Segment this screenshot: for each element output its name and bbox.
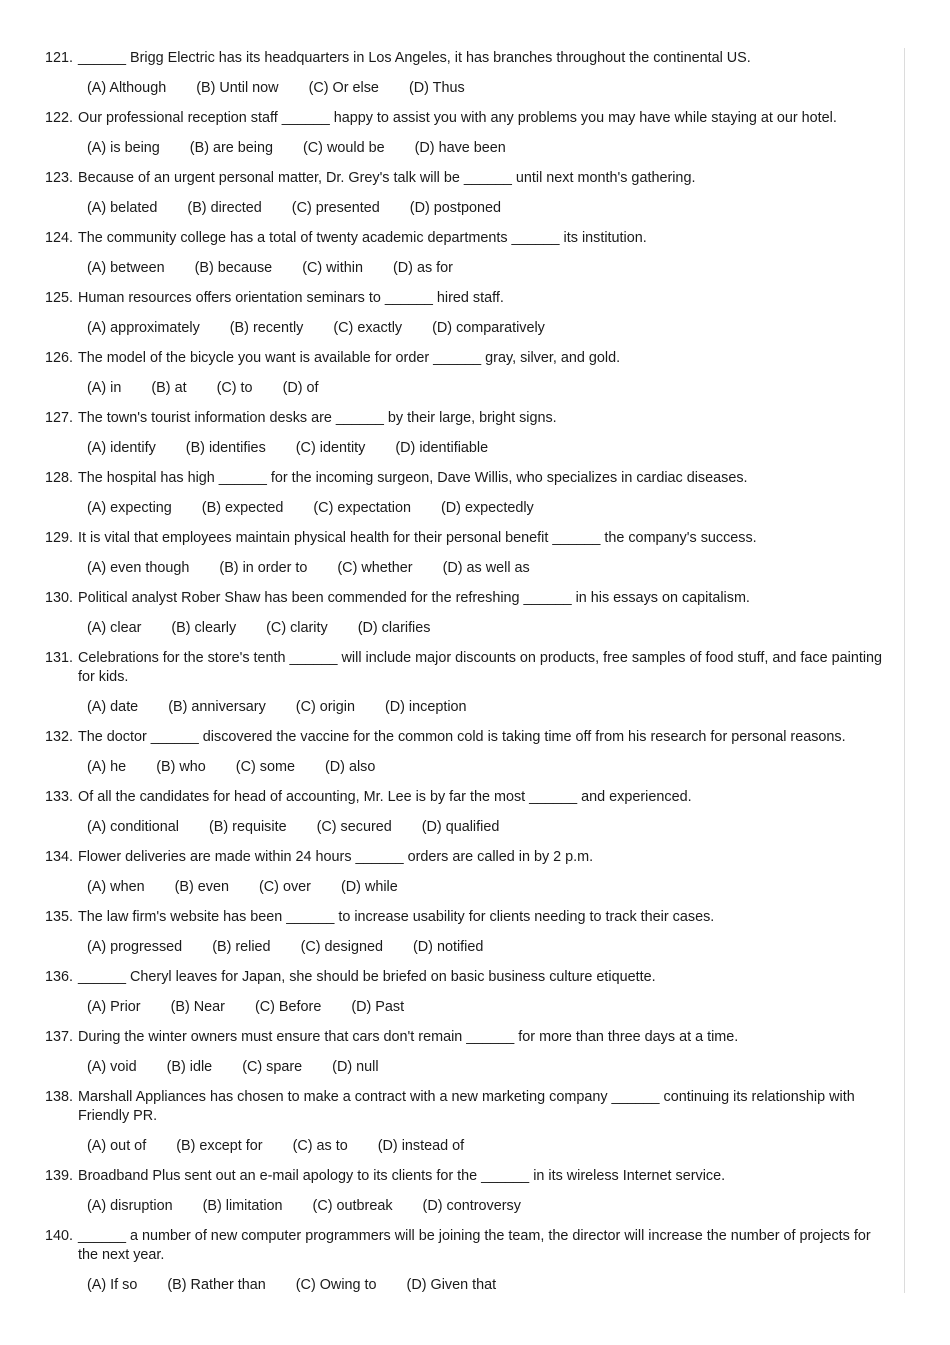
answer-option: (D) inception	[384, 699, 467, 715]
answer-option: (D) instead of	[377, 1138, 465, 1154]
question-stem	[45, 289, 890, 308]
answer-options	[45, 619, 890, 638]
answer-option: (A) identify	[87, 440, 156, 456]
answer-options	[45, 379, 890, 398]
question-item	[45, 968, 890, 1017]
answer-option: (B) identifies	[185, 440, 266, 456]
answer-option: (A) void	[87, 1059, 137, 1075]
question-text: ______ a number of new computer programmers will be joining the team, the director will increase the number of projects for the next year.	[78, 1228, 871, 1263]
question-text: Our professional reception staff ______ happy to assist you with any problems you may have while staying at our hotel.	[78, 110, 837, 126]
answer-option: (C) designed	[300, 939, 383, 955]
question-number: 124.	[45, 230, 74, 246]
question-stem	[45, 908, 890, 927]
question-stem	[45, 409, 890, 428]
question-number: 126.	[45, 350, 74, 366]
answer-options	[45, 1058, 890, 1077]
answer-option: (D) as well as	[442, 560, 530, 576]
question-item	[45, 1167, 890, 1216]
answer-option: (A) even though	[87, 560, 190, 576]
question-item	[45, 169, 890, 218]
question-stem	[45, 109, 890, 128]
question-item	[45, 469, 890, 518]
question-stem	[45, 589, 890, 608]
answer-option: (D) controversy	[422, 1198, 521, 1214]
question-item	[45, 409, 890, 458]
question-number: 134.	[45, 849, 74, 865]
answer-option: (B) at	[151, 380, 187, 396]
answer-option: (D) expectedly	[440, 500, 534, 516]
answer-option: (A) progressed	[87, 939, 183, 955]
answer-option: (B) Until now	[196, 80, 279, 96]
answer-option: (D) clarifies	[357, 620, 431, 636]
answer-option: (A) he	[87, 759, 127, 775]
answer-options	[45, 199, 890, 218]
answer-option: (C) would be	[303, 140, 385, 156]
answer-option: (C) expectation	[313, 500, 411, 516]
answer-option: (A) date	[87, 699, 139, 715]
question-text: Flower deliveries are made within 24 hours ______ orders are called in by 2 p.m.	[78, 849, 594, 865]
answer-options	[45, 998, 890, 1017]
page-edge-rule	[904, 48, 905, 1293]
question-stem	[45, 968, 890, 987]
question-text: ______ Cheryl leaves for Japan, she should be briefed on basic business culture etiquette.	[78, 969, 656, 985]
question-text: It is vital that employees maintain physical health for their personal benefit ______ the company's success.	[78, 530, 757, 546]
answer-option: (A) is being	[87, 140, 160, 156]
answer-option: (B) relied	[212, 939, 271, 955]
answer-option: (B) directed	[187, 200, 262, 216]
question-item	[45, 908, 890, 957]
answer-option: (B) idle	[166, 1059, 213, 1075]
answer-option: (D) have been	[414, 140, 506, 156]
question-item	[45, 589, 890, 638]
answer-option: (D) comparatively	[432, 320, 545, 336]
question-text: Marshall Appliances has chosen to make a contract with a new marketing company ______ continuing its relationship with Friendly PR.	[78, 1089, 855, 1124]
question-text: Because of an urgent personal matter, Dr. Grey's talk will be ______ until next month's gathering.	[78, 170, 696, 186]
answer-option: (B) Rather than	[167, 1277, 266, 1293]
answer-option: (A) between	[87, 260, 165, 276]
answer-option: (C) Owing to	[295, 1277, 377, 1293]
answer-option: (A) belated	[87, 200, 158, 216]
question-text: Celebrations for the store's tenth ______ will include major discounts on products, free samples of food stuff, and face painting for kids.	[78, 650, 883, 685]
answer-options	[45, 439, 890, 458]
question-text: The law firm's website has been ______ to increase usability for clients needing to track their cases.	[78, 909, 715, 925]
answer-options	[45, 1197, 890, 1216]
answer-option: (A) conditional	[87, 819, 179, 835]
question-item	[45, 109, 890, 158]
question-item	[45, 788, 890, 837]
question-stem	[45, 1227, 890, 1265]
question-number: 133.	[45, 789, 74, 805]
answer-option: (D) Thus	[408, 80, 465, 96]
answer-option: (D) as for	[392, 260, 453, 276]
question-list	[45, 49, 890, 1306]
answer-option: (B) expected	[201, 500, 284, 516]
question-text: The doctor ______ discovered the vaccine for the common cold is taking time off from his research for personal reasons.	[78, 729, 846, 745]
answer-option: (C) outbreak	[312, 1198, 393, 1214]
question-number: 121.	[45, 50, 74, 66]
question-number: 127.	[45, 410, 74, 426]
answer-option: (C) presented	[291, 200, 380, 216]
question-text: The town's tourist information desks are ______ by their large, bright signs.	[78, 410, 557, 426]
question-number: 123.	[45, 170, 74, 186]
answer-options	[45, 319, 890, 338]
answer-option: (B) recently	[229, 320, 304, 336]
answer-option: (A) expecting	[87, 500, 172, 516]
question-number: 140.	[45, 1228, 74, 1244]
answer-option: (C) to	[216, 380, 253, 396]
answer-option: (A) disruption	[87, 1198, 173, 1214]
answer-option: (C) Before	[254, 999, 322, 1015]
answer-option: (A) If so	[87, 1277, 138, 1293]
question-stem	[45, 169, 890, 188]
question-number: 122.	[45, 110, 74, 126]
answer-options	[45, 1276, 890, 1295]
question-number: 130.	[45, 590, 74, 606]
answer-option: (A) when	[87, 879, 145, 895]
question-item	[45, 649, 890, 717]
question-item	[45, 49, 890, 98]
question-text: The community college has a total of twenty academic departments ______ its institution.	[78, 230, 647, 246]
answer-option: (B) limitation	[202, 1198, 283, 1214]
question-text: Of all the candidates for head of accounting, Mr. Lee is by far the most ______ and experienced.	[78, 789, 692, 805]
question-text: Human resources offers orientation seminars to ______ hired staff.	[78, 290, 504, 306]
question-number: 132.	[45, 729, 74, 745]
answer-options	[45, 559, 890, 578]
answer-option: (D) Past	[351, 999, 405, 1015]
question-item	[45, 1227, 890, 1295]
answer-options	[45, 938, 890, 957]
answer-option: (A) Prior	[87, 999, 141, 1015]
answer-option: (D) of	[282, 380, 319, 396]
question-item	[45, 1028, 890, 1077]
question-stem	[45, 1088, 890, 1126]
question-number: 137.	[45, 1029, 74, 1045]
question-item	[45, 289, 890, 338]
answer-options	[45, 79, 890, 98]
question-item	[45, 229, 890, 278]
answer-option: (A) clear	[87, 620, 142, 636]
answer-option: (D) Given that	[406, 1277, 497, 1293]
question-number: 129.	[45, 530, 74, 546]
answer-option: (D) postponed	[409, 200, 501, 216]
question-number: 135.	[45, 909, 74, 925]
question-item	[45, 728, 890, 777]
answer-options	[45, 878, 890, 897]
answer-option: (C) secured	[316, 819, 392, 835]
answer-options	[45, 259, 890, 278]
question-number: 131.	[45, 650, 74, 666]
answer-options	[45, 1137, 890, 1156]
answer-options	[45, 818, 890, 837]
answer-option: (C) origin	[295, 699, 355, 715]
question-number: 139.	[45, 1168, 74, 1184]
answer-option: (D) qualified	[421, 819, 500, 835]
question-item	[45, 529, 890, 578]
answer-option: (B) clearly	[171, 620, 237, 636]
question-stem	[45, 469, 890, 488]
answer-option: (C) within	[302, 260, 363, 276]
answer-option: (B) requisite	[209, 819, 287, 835]
answer-option: (B) except for	[176, 1138, 263, 1154]
answer-option: (C) as to	[292, 1138, 348, 1154]
question-number: 136.	[45, 969, 74, 985]
answer-option: (C) clarity	[266, 620, 328, 636]
question-item	[45, 1088, 890, 1156]
answer-option: (C) Or else	[308, 80, 379, 96]
answer-option: (B) who	[156, 759, 206, 775]
answer-option: (B) anniversary	[168, 699, 266, 715]
answer-option: (A) in	[87, 380, 122, 396]
question-text: Broadband Plus sent out an e-mail apology to its clients for the ______ in its wireless Internet service.	[78, 1168, 726, 1184]
answer-option: (C) over	[258, 879, 311, 895]
question-stem	[45, 728, 890, 747]
answer-options	[45, 698, 890, 717]
answer-options	[45, 139, 890, 158]
answer-option: (A) approximately	[87, 320, 200, 336]
question-stem	[45, 349, 890, 368]
question-text: Political analyst Rober Shaw has been commended for the refreshing ______ in his essays on capitalism.	[78, 590, 750, 606]
question-text: The hospital has high ______ for the incoming surgeon, Dave Willis, who specializes in cardiac diseases.	[78, 470, 748, 486]
answer-option: (C) identity	[295, 440, 366, 456]
question-stem	[45, 1167, 890, 1186]
question-stem	[45, 788, 890, 807]
question-number: 128.	[45, 470, 74, 486]
answer-options	[45, 758, 890, 777]
question-text: During the winter owners must ensure that cars don't remain ______ for more than three days at a time.	[78, 1029, 739, 1045]
answer-option: (B) because	[194, 260, 273, 276]
question-stem	[45, 529, 890, 548]
answer-option: (B) are being	[189, 140, 273, 156]
answer-option: (B) in order to	[219, 560, 308, 576]
question-stem	[45, 49, 890, 68]
answer-options	[45, 499, 890, 518]
answer-option: (D) notified	[412, 939, 484, 955]
answer-option: (B) even	[174, 879, 229, 895]
answer-option: (D) also	[324, 759, 376, 775]
question-number: 138.	[45, 1089, 74, 1105]
question-number: 125.	[45, 290, 74, 306]
answer-option: (A) Although	[87, 80, 167, 96]
answer-option: (C) exactly	[333, 320, 403, 336]
answer-option: (A) out of	[87, 1138, 147, 1154]
question-text: The model of the bicycle you want is available for order ______ gray, silver, and gold.	[78, 350, 621, 366]
question-stem	[45, 229, 890, 248]
answer-option: (D) while	[340, 879, 398, 895]
question-item	[45, 848, 890, 897]
question-item	[45, 349, 890, 398]
question-stem	[45, 848, 890, 867]
answer-option: (D) null	[332, 1059, 379, 1075]
answer-option: (D) identifiable	[395, 440, 489, 456]
question-stem	[45, 649, 890, 687]
answer-option: (C) some	[235, 759, 295, 775]
answer-option: (B) Near	[170, 999, 225, 1015]
answer-option: (C) spare	[242, 1059, 303, 1075]
question-text: ______ Brigg Electric has its headquarters in Los Angeles, it has branches throughout the continental US.	[78, 50, 751, 66]
question-stem	[45, 1028, 890, 1047]
answer-option: (C) whether	[337, 560, 413, 576]
